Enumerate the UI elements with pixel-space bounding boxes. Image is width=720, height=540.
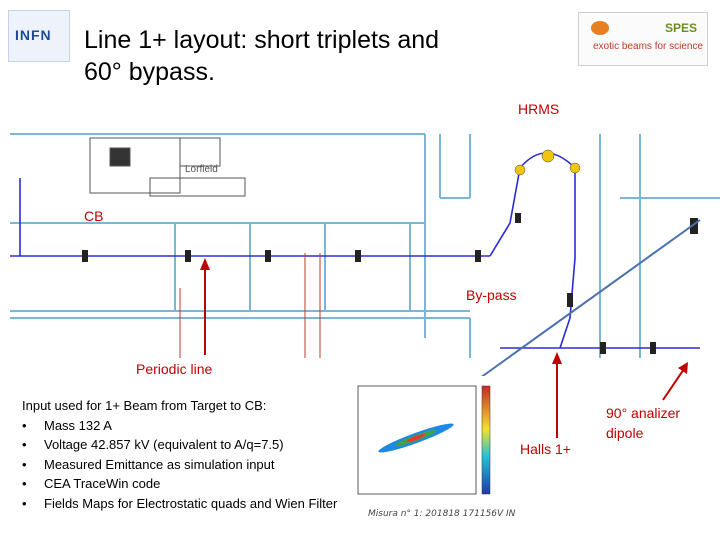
simulation-info <box>22 396 352 513</box>
label-analizer-dipole: 90° analizer dipole <box>606 405 681 441</box>
list-item: • Voltage 42.857 kV (equivalent to A/q=7.5) <box>22 435 352 455</box>
plot-caption: Misura n° 1: 201818 171156V IN <box>368 509 516 519</box>
infn-logo-text: INFN <box>15 27 52 43</box>
emittance-plot-image <box>344 376 504 526</box>
svg-text:Lorfield: Lorfield <box>185 164 218 175</box>
info-list <box>22 416 352 514</box>
spes-logo-text: SPES <box>664 21 697 35</box>
label-bypass: By-pass <box>466 287 517 303</box>
arrow-head-icon <box>552 352 562 364</box>
title-line-1: Line 1+ layout: short triplets and <box>84 26 440 54</box>
title-line-2: 60° bypass. <box>84 58 215 86</box>
info-heading: Input used for 1+ Beam from Target to CB: <box>22 398 267 413</box>
label-periodic-line: Periodic line <box>136 361 213 377</box>
label-hrms: HRMS <box>518 101 560 117</box>
arrow-analizer-dipole <box>663 366 686 400</box>
label-halls: Halls 1+ <box>520 441 571 457</box>
list-item: • Mass 132 A <box>22 416 352 436</box>
spes-tagline: exotic beams for science <box>593 41 704 52</box>
arrow-head-icon <box>200 258 210 270</box>
list-item: • Measured Emittance as simulation input <box>22 455 352 475</box>
list-item: • Fields Maps for Electrostatic quads and Wien Filter <box>22 494 352 514</box>
label-cb: CB <box>84 208 104 224</box>
list-item: • CEA TraceWin code <box>22 474 352 494</box>
